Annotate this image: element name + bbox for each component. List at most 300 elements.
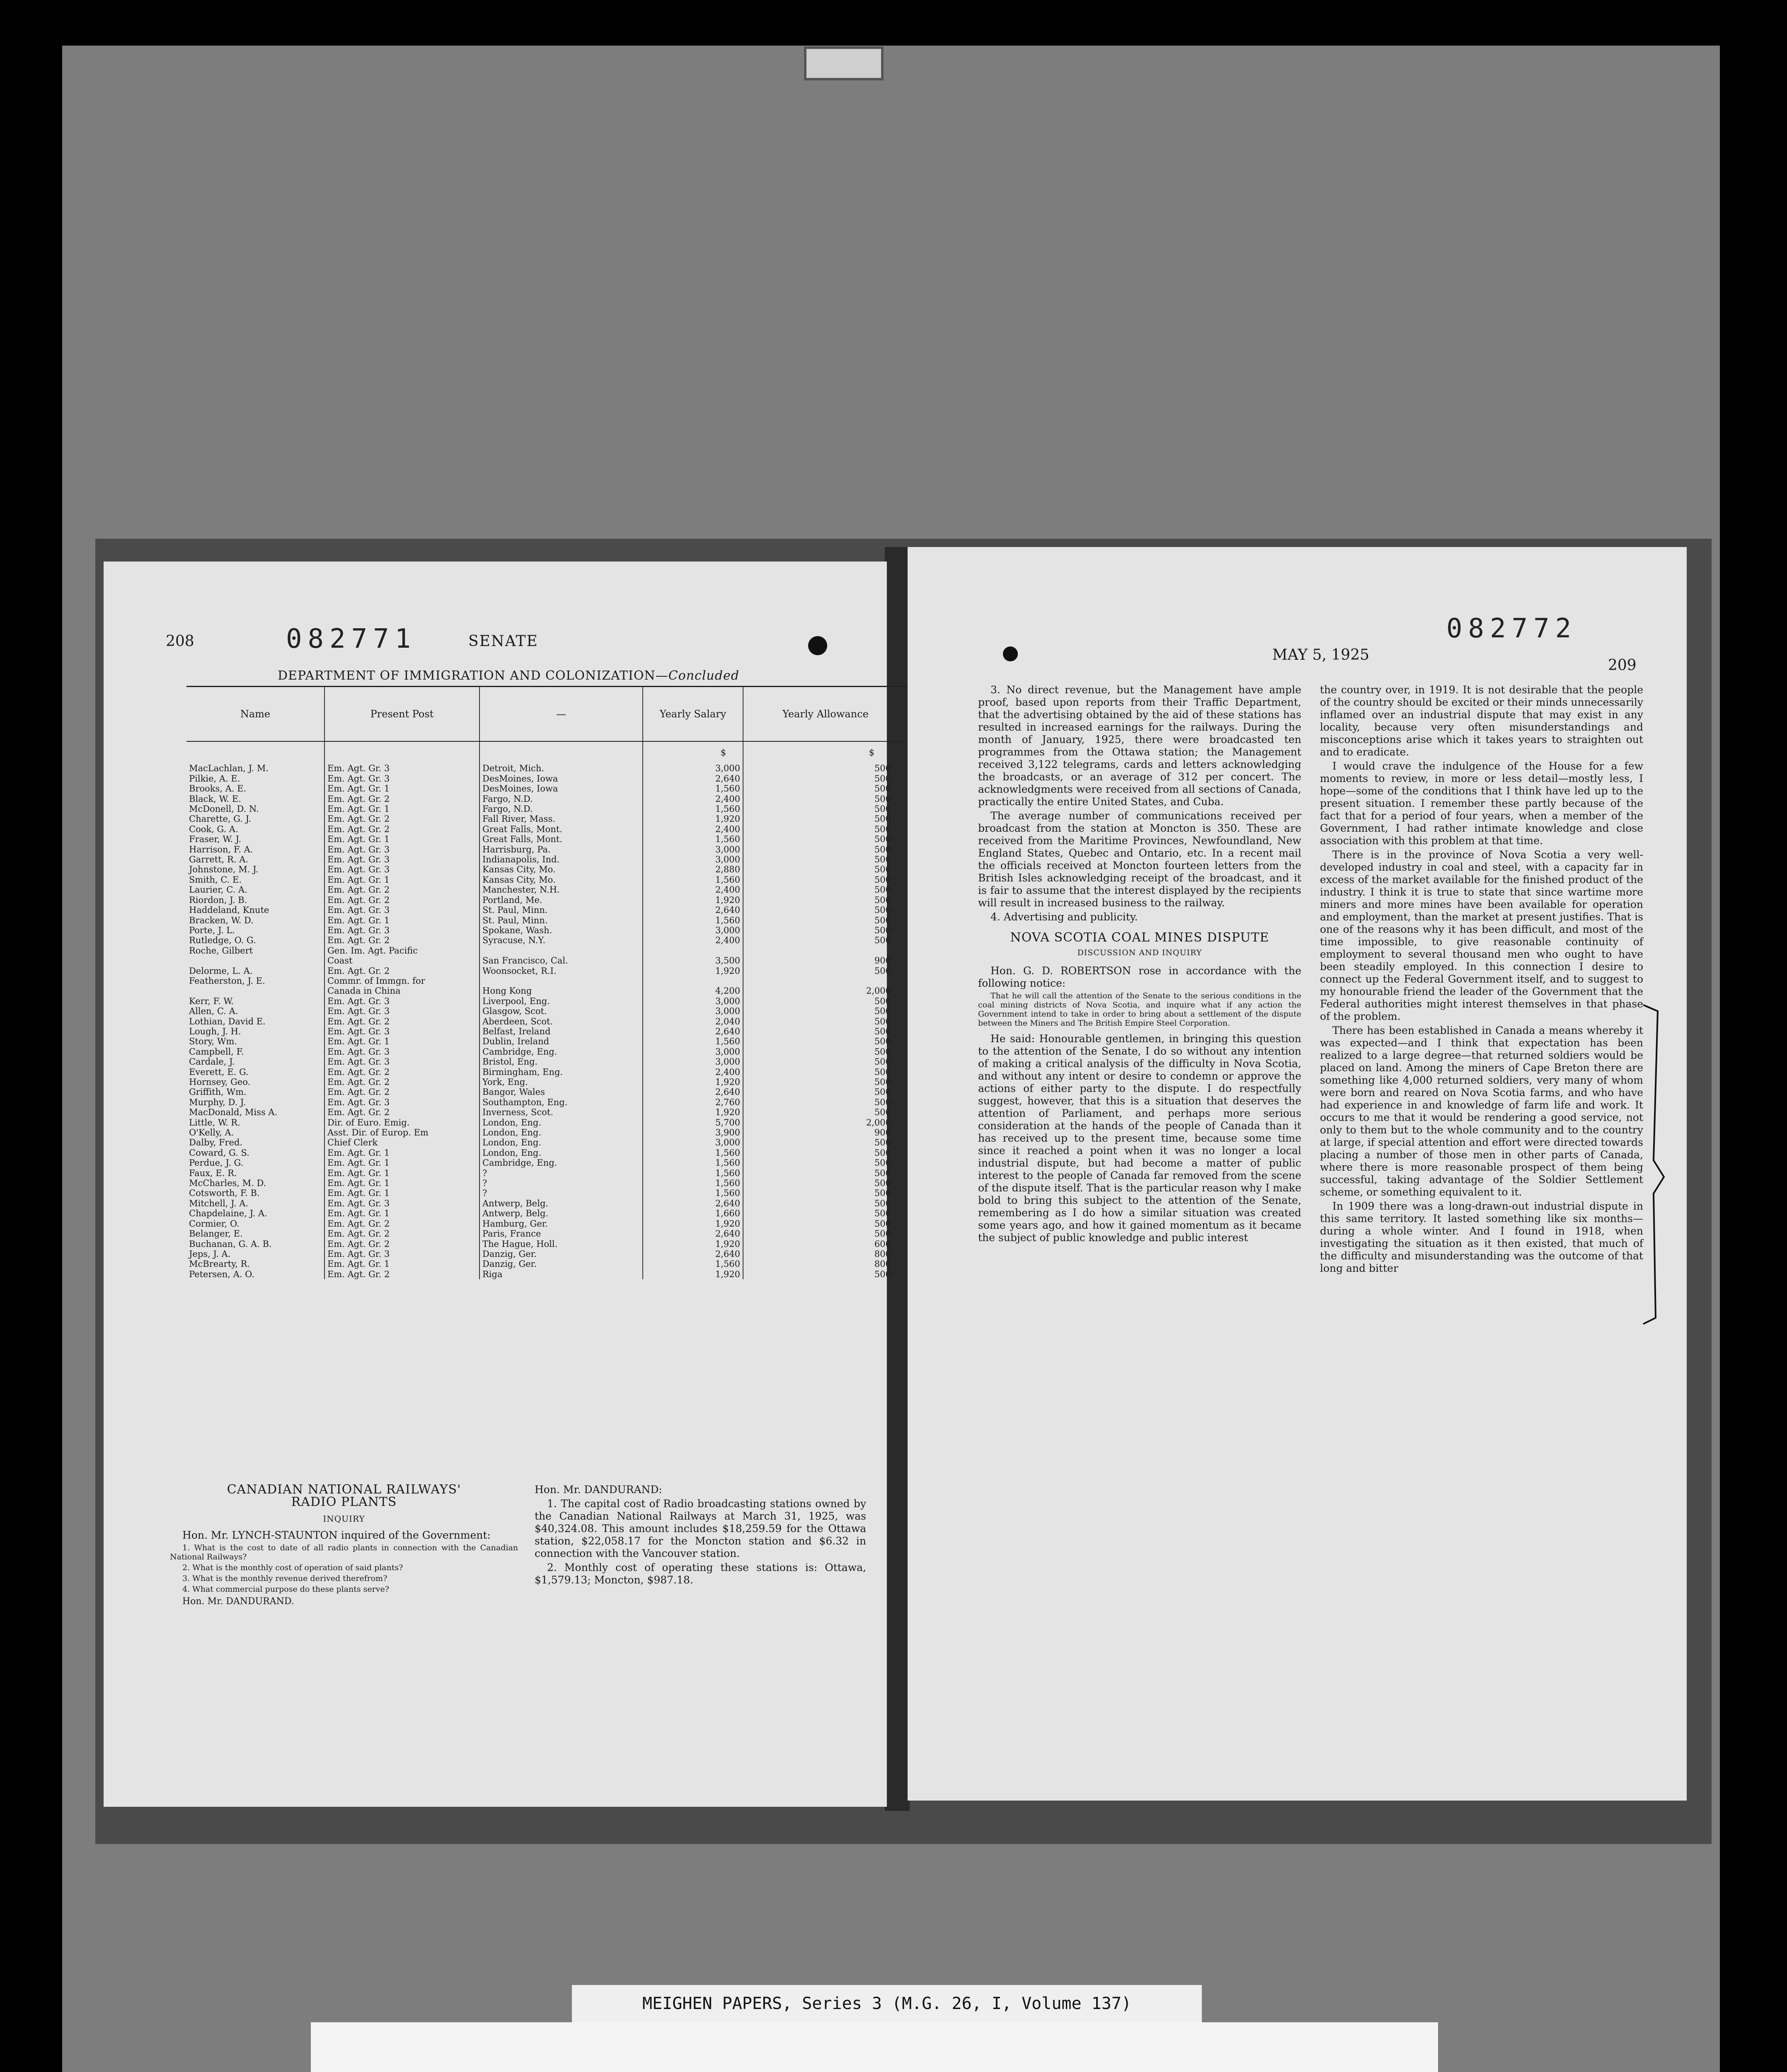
cell-allowance: 500	[874, 874, 891, 885]
cell-location: Great Falls, Mont.	[479, 834, 643, 844]
cell-allowance: 500	[874, 1138, 891, 1148]
paragraph: In 1909 there was a long-drawn-out industrial dispute in this same territory. It lasted something like six months—during a whole winter. And I found in 1918, when investigating the situation as it then existed, that much of the difficulty and misunderstanding was the outcome of that long and bitter	[1320, 1200, 1643, 1274]
cell-allowance: 500	[874, 915, 891, 925]
cell-allowance: 500	[874, 1178, 891, 1188]
cell-post: Em. Agt. Gr. 2	[324, 1107, 479, 1117]
cell-name	[186, 986, 324, 996]
cell-salary: 2,640	[643, 905, 743, 915]
cell-location: Inverness, Scot.	[479, 1107, 643, 1117]
cell-salary: 3,000	[643, 1138, 743, 1147]
table-row	[186, 1188, 908, 1198]
cell-name: Griffith, Wm.	[186, 1087, 324, 1097]
table-row	[186, 814, 908, 824]
cell-salary: 3,000	[643, 996, 743, 1006]
cell-salary: 1,560	[643, 1188, 743, 1198]
cell-allowance: 500	[874, 1147, 891, 1158]
cell-location: London, Eng.	[479, 1128, 643, 1138]
cell-name: Faux, E. R.	[186, 1168, 324, 1178]
table-row	[186, 935, 908, 945]
radio-question: 1. What is the cost to date of all radio plants in connection with the Canadian National Railways?	[170, 1543, 518, 1561]
cell-salary: 2,640	[643, 1087, 743, 1097]
cell-location: Belfast, Ireland	[479, 1026, 643, 1036]
cell-location: London, Eng.	[479, 1118, 643, 1128]
paragraph: There has been established in Canada a means whereby it was expected—and I think that expectation has been realized to a large degree—that returned soldiers would be placed on land. Among the miners of Cape Breton there are something like 4,000 returned soldiers, very many of whom were born and reared on Nova Scotia farms, and who have had experience in and knowledge of farm life and work. It occurs to me that it would be rendering a good service, not only to them but to the whole community and to the country at large, if special attention and effort were directed towards placing a number of those men in other parts of Canada, where there is more reasonable prospect of them being successful, taking advantage of the Soldier Settlement scheme, or something equivalent to it.	[1320, 1024, 1643, 1198]
cell-post: Em. Agt. Gr. 1	[324, 1036, 479, 1046]
cell-location: Riga	[479, 1269, 643, 1279]
cell-location: DesMoines, Iowa	[479, 784, 643, 794]
cell-salary: 3,900	[643, 1128, 743, 1138]
table-row	[186, 794, 908, 804]
table-row	[186, 1047, 908, 1057]
table-row	[186, 834, 908, 844]
cell-name: Coward, G. S.	[186, 1148, 324, 1158]
cell-allowance: 500	[874, 1198, 891, 1208]
cell-name: Bracken, W. D.	[186, 915, 324, 925]
cell-location: Fargo, N.D.	[479, 804, 643, 814]
cell-salary: 3,000	[643, 854, 743, 864]
cell-location: Dublin, Ireland	[479, 1036, 643, 1046]
radio-title: CANADIAN NATIONAL RAILWAYS'	[227, 1482, 461, 1497]
staff-table-body	[186, 763, 908, 1279]
cell-location: San Francisco, Cal.	[479, 956, 643, 966]
cell-name	[186, 956, 324, 966]
cell-location: Fall River, Mass.	[479, 814, 643, 824]
cell-post: Gen. Im. Agt. Pacific	[324, 946, 479, 956]
cell-allowance: 500	[874, 1077, 891, 1087]
archive-series-label: MEIGHEN PAPERS, Series 3 (M.G. 26, I, Volume 137)	[572, 1985, 1202, 2022]
cell-allowance: 500	[874, 1188, 891, 1198]
cell-post: Em. Agt. Gr. 1	[324, 875, 479, 885]
cell-salary: 1,920	[643, 1239, 743, 1249]
table-row	[186, 1229, 908, 1239]
cell-allowance: 800	[874, 1249, 891, 1259]
cell-post: Em. Agt. Gr. 2	[324, 885, 479, 895]
cell-allowance: 500	[874, 885, 891, 895]
ink-blot	[808, 636, 827, 655]
cell-allowance: 2,000	[866, 1117, 891, 1128]
cell-location: ?	[479, 1178, 643, 1188]
cell-name: Riordon, J. B.	[186, 895, 324, 905]
table-row	[186, 1239, 908, 1249]
cell-allowance: 500	[874, 925, 891, 935]
cell-salary: 1,920	[643, 966, 743, 976]
answer-para: 1. The capital cost of Radio broadcasting stations owned by the Canadian National Railways at March 31, 1925, was $40,324.08. This amount includes $18,259.59 for the Ottawa station, $22,058.17 for the Moncton station and $6.32 in connection with the Vancouver station.	[535, 1498, 866, 1559]
cell-allowance: 500	[874, 1218, 891, 1229]
cell-name: Buchanan, G. A. B.	[186, 1239, 324, 1249]
paragraph: 3. No direct revenue, but the Management have ample proof, based upon reports from their Traffic Department, that the advertising obtained by the aid of these stations has resulted in increased earnings for the railways. During the month of January, 1925, there were broadcasted ten programmes from the Ottawa station; the Management received 3,122 telegrams, cards and letters acknowledging the broadcasts, or an average of 312 per concert. The acknowledgments were received from all sections of Canada, practically the entire United States, and Cuba.	[978, 684, 1301, 808]
table-row	[186, 1208, 908, 1218]
cell-location: Hong Kong	[479, 986, 643, 996]
cell-name: Brooks, A. E.	[186, 784, 324, 794]
radio-intro: Hon. Mr. LYNCH-STAUNTON inquired of the Government:	[182, 1529, 491, 1541]
table-row	[186, 996, 908, 1006]
table-row	[186, 1158, 908, 1168]
cell-name: MacDonald, Miss A.	[186, 1107, 324, 1117]
radio-subtitle: INQUIRY	[323, 1514, 365, 1524]
cell-post: Em. Agt. Gr. 2	[324, 1269, 479, 1279]
cell-salary: 3,000	[643, 925, 743, 935]
cell-salary: 1,560	[643, 834, 743, 844]
cell-salary: 4,200	[643, 986, 743, 996]
cell-name: Roche, Gilbert	[186, 946, 324, 956]
cell-salary: 2,760	[643, 1097, 743, 1107]
cell-name: McBrearty, R.	[186, 1259, 324, 1269]
table-row	[186, 946, 908, 956]
cell-salary: 1,920	[643, 1219, 743, 1229]
cell-allowance: 600	[874, 1239, 891, 1249]
table-row	[186, 1198, 908, 1208]
cell-name: McCharles, M. D.	[186, 1178, 324, 1188]
cell-salary: 3,000	[643, 1047, 743, 1057]
running-head: MAY 5, 1925	[1272, 646, 1370, 663]
table-row	[186, 885, 908, 895]
cell-location: Antwerp, Belg.	[479, 1198, 643, 1208]
cell-allowance: 500	[874, 1208, 891, 1219]
cell-post: Coast	[324, 956, 479, 966]
table-row	[186, 1057, 908, 1067]
cell-location	[479, 946, 643, 956]
cell-name: Dalby, Fred.	[186, 1138, 324, 1147]
table-row	[186, 1036, 908, 1046]
cell-location: Bangor, Wales	[479, 1087, 643, 1097]
archive-stamp: 082772	[1446, 613, 1577, 644]
cell-allowance: 500	[874, 1057, 891, 1067]
right-column-1	[978, 684, 1301, 1246]
cell-location: Spokane, Wash.	[479, 925, 643, 935]
cell-allowance: 900	[874, 1128, 891, 1138]
cell-location: DesMoines, Iowa	[479, 774, 643, 784]
cell-name: Delorme, L. A.	[186, 966, 324, 976]
table-row	[186, 976, 908, 986]
cell-salary: 2,640	[643, 1026, 743, 1036]
cell-post: Em. Agt. Gr. 1	[324, 1178, 479, 1188]
cell-location: St. Paul, Minn.	[479, 915, 643, 925]
cell-allowance: 500	[874, 784, 891, 794]
cell-allowance	[743, 976, 908, 986]
cell-location: Cambridge, Eng.	[479, 1047, 643, 1057]
table-row	[186, 1148, 908, 1158]
table-row	[186, 1107, 908, 1117]
cell-allowance: 2,000	[866, 986, 891, 996]
radio-question: 3. What is the monthly revenue derived therefrom?	[182, 1574, 387, 1583]
cell-name: Murphy, D. J.	[186, 1097, 324, 1107]
cell-post: Em. Agt. Gr. 1	[324, 804, 479, 814]
cell-post: Em. Agt. Gr. 1	[324, 1259, 479, 1269]
cell-location: Fargo, N.D.	[479, 794, 643, 804]
cell-allowance: 500	[874, 824, 891, 834]
page-number: 208	[166, 633, 194, 650]
paragraph: There is in the province of Nova Scotia a very well-developed industry in coal and steel, with a capacity far in excess of the market available for the finished product of the industry. I think it is true to state that since wartime more miners and more mines have been available for operation and employment, than the market at present justifies. That is one of the reasons why it has been difficult, and most of the time impossible, to give reasonable continuity of employment to several thousand men who ought to have been steadily employed. In this connection I desire to connect up the Federal Government itself, and to suggest to my honourable friend the leader of the Government that the Federal authorities might interest themselves in that phase of the problem.	[1320, 849, 1643, 1022]
cell-post: Em. Agt. Gr. 3	[324, 1006, 479, 1016]
cell-salary: 1,660	[643, 1208, 743, 1218]
cell-allowance: 500	[874, 1006, 891, 1017]
cell-location: Bristol, Eng.	[479, 1057, 643, 1067]
cell-salary: 2,400	[643, 824, 743, 834]
cell-allowance: 500	[874, 1067, 891, 1077]
margin-bracket-mark	[1641, 1003, 1666, 1326]
cell-post: Em. Agt. Gr. 3	[324, 774, 479, 784]
cell-post: Em. Agt. Gr. 1	[324, 1168, 479, 1178]
cell-post: Em. Agt. Gr. 1	[324, 1208, 479, 1218]
cell-post: Em. Agt. Gr. 3	[324, 864, 479, 874]
radio-question: 4. What commercial purpose do these plants serve?	[182, 1585, 389, 1594]
nova-notice: That he will call the attention of the Senate to the serious conditions in the coal mining districts of Nova Scotia, and inquire what if any action the Government intend to take in order to bring about a settlement of the dispute between the Miners and The British Empire Steel Corporation.	[978, 991, 1301, 1028]
col-header-salary: Yearly Salary	[643, 687, 743, 742]
cell-name: Lothian, David E.	[186, 1017, 324, 1026]
cell-location: ?	[479, 1168, 643, 1178]
right-column-2	[1320, 684, 1643, 1276]
cell-post: Asst. Dir. of Europ. Em	[324, 1128, 479, 1138]
cell-post: Em. Agt. Gr. 1	[324, 1158, 479, 1168]
table-row	[186, 824, 908, 834]
cell-location: Kansas City, Mo.	[479, 864, 643, 874]
cell-name: MacLachlan, J. M.	[186, 763, 324, 773]
cell-name: Laurier, C. A.	[186, 885, 324, 895]
cell-allowance: 500	[874, 794, 891, 804]
radio-answer-by: Hon. Mr. DANDURAND.	[182, 1596, 294, 1607]
answer-heading: Hon. Mr. DANDURAND:	[535, 1484, 662, 1496]
cell-allowance: 500	[874, 996, 891, 1006]
cell-name: Belanger, E.	[186, 1229, 324, 1239]
cell-post: Em. Agt. Gr. 3	[324, 1097, 479, 1107]
cell-name: Black, W. E.	[186, 794, 324, 804]
cell-post: Em. Agt. Gr. 3	[324, 854, 479, 864]
cell-location: Woonsocket, R.I.	[479, 966, 643, 976]
cell-allowance: 500	[874, 844, 891, 854]
cell-post: Em. Agt. Gr. 1	[324, 1148, 479, 1158]
cell-salary: 2,640	[643, 1249, 743, 1259]
cell-post: Em. Agt. Gr. 3	[324, 1249, 479, 1259]
cell-allowance: 500	[874, 935, 891, 946]
cell-post: Em. Agt. Gr. 2	[324, 1017, 479, 1026]
cell-name: Johnstone, M. J.	[186, 864, 324, 874]
cell-location: St. Paul, Minn.	[479, 905, 643, 915]
section-title: DEPARTMENT OF IMMIGRATION AND COLONIZATION—Concluded	[278, 668, 739, 683]
table-row	[186, 1259, 908, 1269]
cell-location: Antwerp, Belg.	[479, 1208, 643, 1218]
cell-salary: 3,000	[643, 763, 743, 773]
cell-allowance: 500	[874, 1087, 891, 1097]
cell-location: London, Eng.	[479, 1148, 643, 1158]
cell-salary: 3,000	[643, 1006, 743, 1016]
cell-name: O'Kelly, A.	[186, 1128, 324, 1138]
cell-post: Em. Agt. Gr. 1	[324, 784, 479, 794]
cell-name: Allen, C. A.	[186, 1006, 324, 1016]
cell-allowance: 500	[874, 773, 891, 784]
cell-location: Liverpool, Eng.	[479, 996, 643, 1006]
cell-allowance: 900	[874, 956, 891, 966]
cell-post: Em. Agt. Gr. 3	[324, 845, 479, 854]
cell-allowance	[743, 946, 908, 956]
radio-questions	[170, 1543, 518, 1594]
cell-name: Cook, G. A.	[186, 824, 324, 834]
cell-salary: 1,920	[643, 1107, 743, 1117]
table-row	[186, 1097, 908, 1107]
cell-name: Jeps, J. A.	[186, 1249, 324, 1259]
cell-post: Em. Agt. Gr. 3	[324, 905, 479, 915]
nova-scotia-subtitle: DISCUSSION AND INQUIRY	[1077, 948, 1202, 957]
cell-name: Charette, G. J.	[186, 814, 324, 824]
cell-allowance: 500	[874, 1046, 891, 1057]
table-row	[186, 804, 908, 814]
cell-allowance: 500	[874, 864, 891, 875]
table-row	[186, 1077, 908, 1087]
table-row	[186, 1067, 908, 1077]
table-row	[186, 1219, 908, 1229]
cell-salary: 3,000	[643, 1057, 743, 1067]
cell-location: Indianapolis, Ind.	[479, 854, 643, 864]
cell-salary: 1,560	[643, 875, 743, 885]
table-row	[186, 875, 908, 885]
archive-card	[311, 2022, 1438, 2072]
cell-post: Em. Agt. Gr. 1	[324, 1188, 479, 1198]
table-row	[186, 1118, 908, 1128]
cell-post: Em. Agt. Gr. 2	[324, 935, 479, 945]
paragraph: I would crave the indulgence of the House for a few moments to review, in more or less detail—mostly less, I hope—some of the conditions that I think have led up to the present situation. I remember these partly because of the fact that for a period of four years, when a member of the Government, I had rather intimate knowledge and close association with this problem at that time.	[1320, 760, 1643, 847]
cell-post: Em. Agt. Gr. 1	[324, 834, 479, 844]
cell-salary: 2,400	[643, 935, 743, 945]
cell-name: Lough, J. H.	[186, 1026, 324, 1036]
dandurand-answer-column	[535, 1484, 866, 1588]
cell-allowance: 500	[874, 763, 891, 774]
cell-allowance: 500	[874, 1158, 891, 1168]
cell-name: Rutledge, O. G.	[186, 935, 324, 945]
staff-table	[186, 686, 908, 1279]
cell-location: Kansas City, Mo.	[479, 875, 643, 885]
cell-post: Em. Agt. Gr. 2	[324, 814, 479, 824]
cell-location: Southampton, Eng.	[479, 1097, 643, 1107]
table-row	[186, 1138, 908, 1147]
cell-location: Great Falls, Mont.	[479, 824, 643, 834]
page-number: 209	[1608, 657, 1637, 674]
table-row	[186, 845, 908, 854]
cell-post: Em. Agt. Gr. 2	[324, 824, 479, 834]
cell-salary: 2,640	[643, 774, 743, 784]
cell-post: Em. Agt. Gr. 2	[324, 1087, 479, 1097]
cell-allowance: 500	[874, 905, 891, 915]
cell-salary: 5,700	[643, 1118, 743, 1128]
paragraph: the country over, in 1919. It is not desirable that the people of the country should be excited or their minds unnecessarily inflamed over an industrial dispute that may exist in any locality, because very often misunderstandings and misconceptions arise which it takes years to straighten out and to eradicate.	[1320, 684, 1643, 758]
cell-allowance: 500	[874, 1269, 891, 1279]
cell-allowance: 500	[874, 804, 891, 814]
cell-salary: 2,400	[643, 1067, 743, 1077]
col-header-name: Name	[186, 687, 324, 742]
cell-salary	[643, 976, 743, 986]
cell-allowance: 500	[874, 1168, 891, 1178]
cell-name: Story, Wm.	[186, 1036, 324, 1046]
cell-post: Em. Agt. Gr. 2	[324, 1229, 479, 1239]
cell-post: Em. Agt. Gr. 3	[324, 1047, 479, 1057]
cell-salary: 1,560	[643, 1148, 743, 1158]
cell-post: Em. Agt. Gr. 3	[324, 996, 479, 1006]
cell-name: Cormier, O.	[186, 1219, 324, 1229]
cell-location: Danzig, Ger.	[479, 1249, 643, 1259]
paragraph: 4. Advertising and publicity.	[990, 911, 1138, 923]
cell-salary	[643, 946, 743, 956]
table-row	[186, 1178, 908, 1188]
table-row	[186, 1026, 908, 1036]
table-row	[186, 905, 908, 915]
cell-location: Aberdeen, Scot.	[479, 1017, 643, 1026]
cell-post: Em. Agt. Gr. 3	[324, 1026, 479, 1036]
table-row	[186, 895, 908, 905]
cell-name: Harrison, F. A.	[186, 845, 324, 854]
cell-allowance: 500	[874, 834, 891, 845]
cell-location: Hamburg, Ger.	[479, 1219, 643, 1229]
cell-salary: 2,400	[643, 794, 743, 804]
table-row	[186, 854, 908, 864]
cell-name: Perdue, J. G.	[186, 1158, 324, 1168]
unit-dollar: $	[643, 741, 743, 763]
cell-post: Canada in China	[324, 986, 479, 996]
cell-allowance: 500	[874, 966, 891, 976]
radio-title-line2: RADIO PLANTS	[291, 1495, 397, 1509]
cell-salary: 2,640	[643, 1198, 743, 1208]
paragraph: The average number of communications received per broadcast from the station at Moncton is 350. These are received from the Maritime Provinces, Newfoundland, New England States, Quebec and Ontario, etc. In a recent mail the officials received at Moncton fourteen letters from the British Isles acknowledging receipt of the broadcast, and it is fair to assume that the interest displayed by the recipients will result in increased business to the railway.	[978, 810, 1301, 909]
cell-name: Campbell, F.	[186, 1047, 324, 1057]
table-row	[186, 763, 908, 773]
cell-salary: 1,560	[643, 915, 743, 925]
table-row	[186, 784, 908, 794]
table-row	[186, 774, 908, 784]
cell-salary: 2,040	[643, 1017, 743, 1026]
table-row	[186, 1128, 908, 1138]
cell-salary: 1,560	[643, 1259, 743, 1269]
cell-name: Garrett, R. A.	[186, 854, 324, 864]
cell-name: Porte, J. L.	[186, 925, 324, 935]
nova-speech: He said: Honourable gentlemen, in bringing this question to the attention of the Senate, I do so without any intention of making a critical analysis of the difficulty in Nova Scotia, and without any intent or desire to condemn or approve the actions of either party to the dispute. I do respectfully suggest, however, that this is a situation that deserves the attention of Parliament, and perhaps more serious consideration at the hands of the people of Canada than it has received up to the present time, because some time since it reached a point when it was no longer a local industrial dispute, but had become a matter of public interest to the people of Canada far removed from the scene of the dispute itself. That is the particular reason why I make bold to bring this subject to the attention of the Senate, remembering as I do how a similar situation was created some years ago, and how it gained momentum as it became the subject of public knowledge and public interest	[978, 1033, 1301, 1244]
cell-post: Dir. of Euro. Emig.	[324, 1118, 479, 1128]
cell-name: Everett, E. G.	[186, 1067, 324, 1077]
cell-allowance: 500	[874, 814, 891, 824]
cell-location: Harrisburg, Pa.	[479, 845, 643, 854]
table-row	[186, 1006, 908, 1016]
table-row	[186, 864, 908, 874]
cell-name: Featherston, J. E.	[186, 976, 324, 986]
cell-location: ?	[479, 1188, 643, 1198]
cell-name: McDonell, D. N.	[186, 804, 324, 814]
cell-location: Danzig, Ger.	[479, 1259, 643, 1269]
cell-post: Em. Agt. Gr. 2	[324, 1067, 479, 1077]
cell-allowance: 500	[874, 1097, 891, 1107]
cell-location: London, Eng.	[479, 1138, 643, 1147]
col-header-location: —	[479, 687, 643, 742]
cell-salary: 1,560	[643, 1036, 743, 1046]
table-row	[186, 915, 908, 925]
table-row	[186, 1168, 908, 1178]
cell-location: Glasgow, Scot.	[479, 1006, 643, 1016]
cell-post: Em. Agt. Gr. 2	[324, 794, 479, 804]
cell-location: York, Eng.	[479, 1077, 643, 1087]
cell-location: Birmingham, Eng.	[479, 1067, 643, 1077]
cell-allowance: 500	[874, 1016, 891, 1026]
cell-salary: 1,920	[643, 814, 743, 824]
table-row	[186, 956, 908, 966]
cell-allowance: 500	[874, 1026, 891, 1036]
binder-clip	[804, 46, 884, 80]
cell-salary: 2,640	[643, 1229, 743, 1239]
cell-salary: 1,920	[643, 1077, 743, 1087]
cell-post: Em. Agt. Gr. 2	[324, 1239, 479, 1249]
cell-name: Hornsey, Geo.	[186, 1077, 324, 1087]
cell-allowance: 500	[874, 854, 891, 865]
cell-name: Mitchell, J. A.	[186, 1198, 324, 1208]
nova-intro: Hon. G. D. ROBERTSON rose in accordance with the following notice:	[978, 965, 1301, 989]
cell-name: Cotsworth, F. B.	[186, 1188, 324, 1198]
radio-inquiry-column	[170, 1484, 518, 1610]
cell-location: Paris, France	[479, 1229, 643, 1239]
cell-salary: 2,400	[643, 885, 743, 895]
